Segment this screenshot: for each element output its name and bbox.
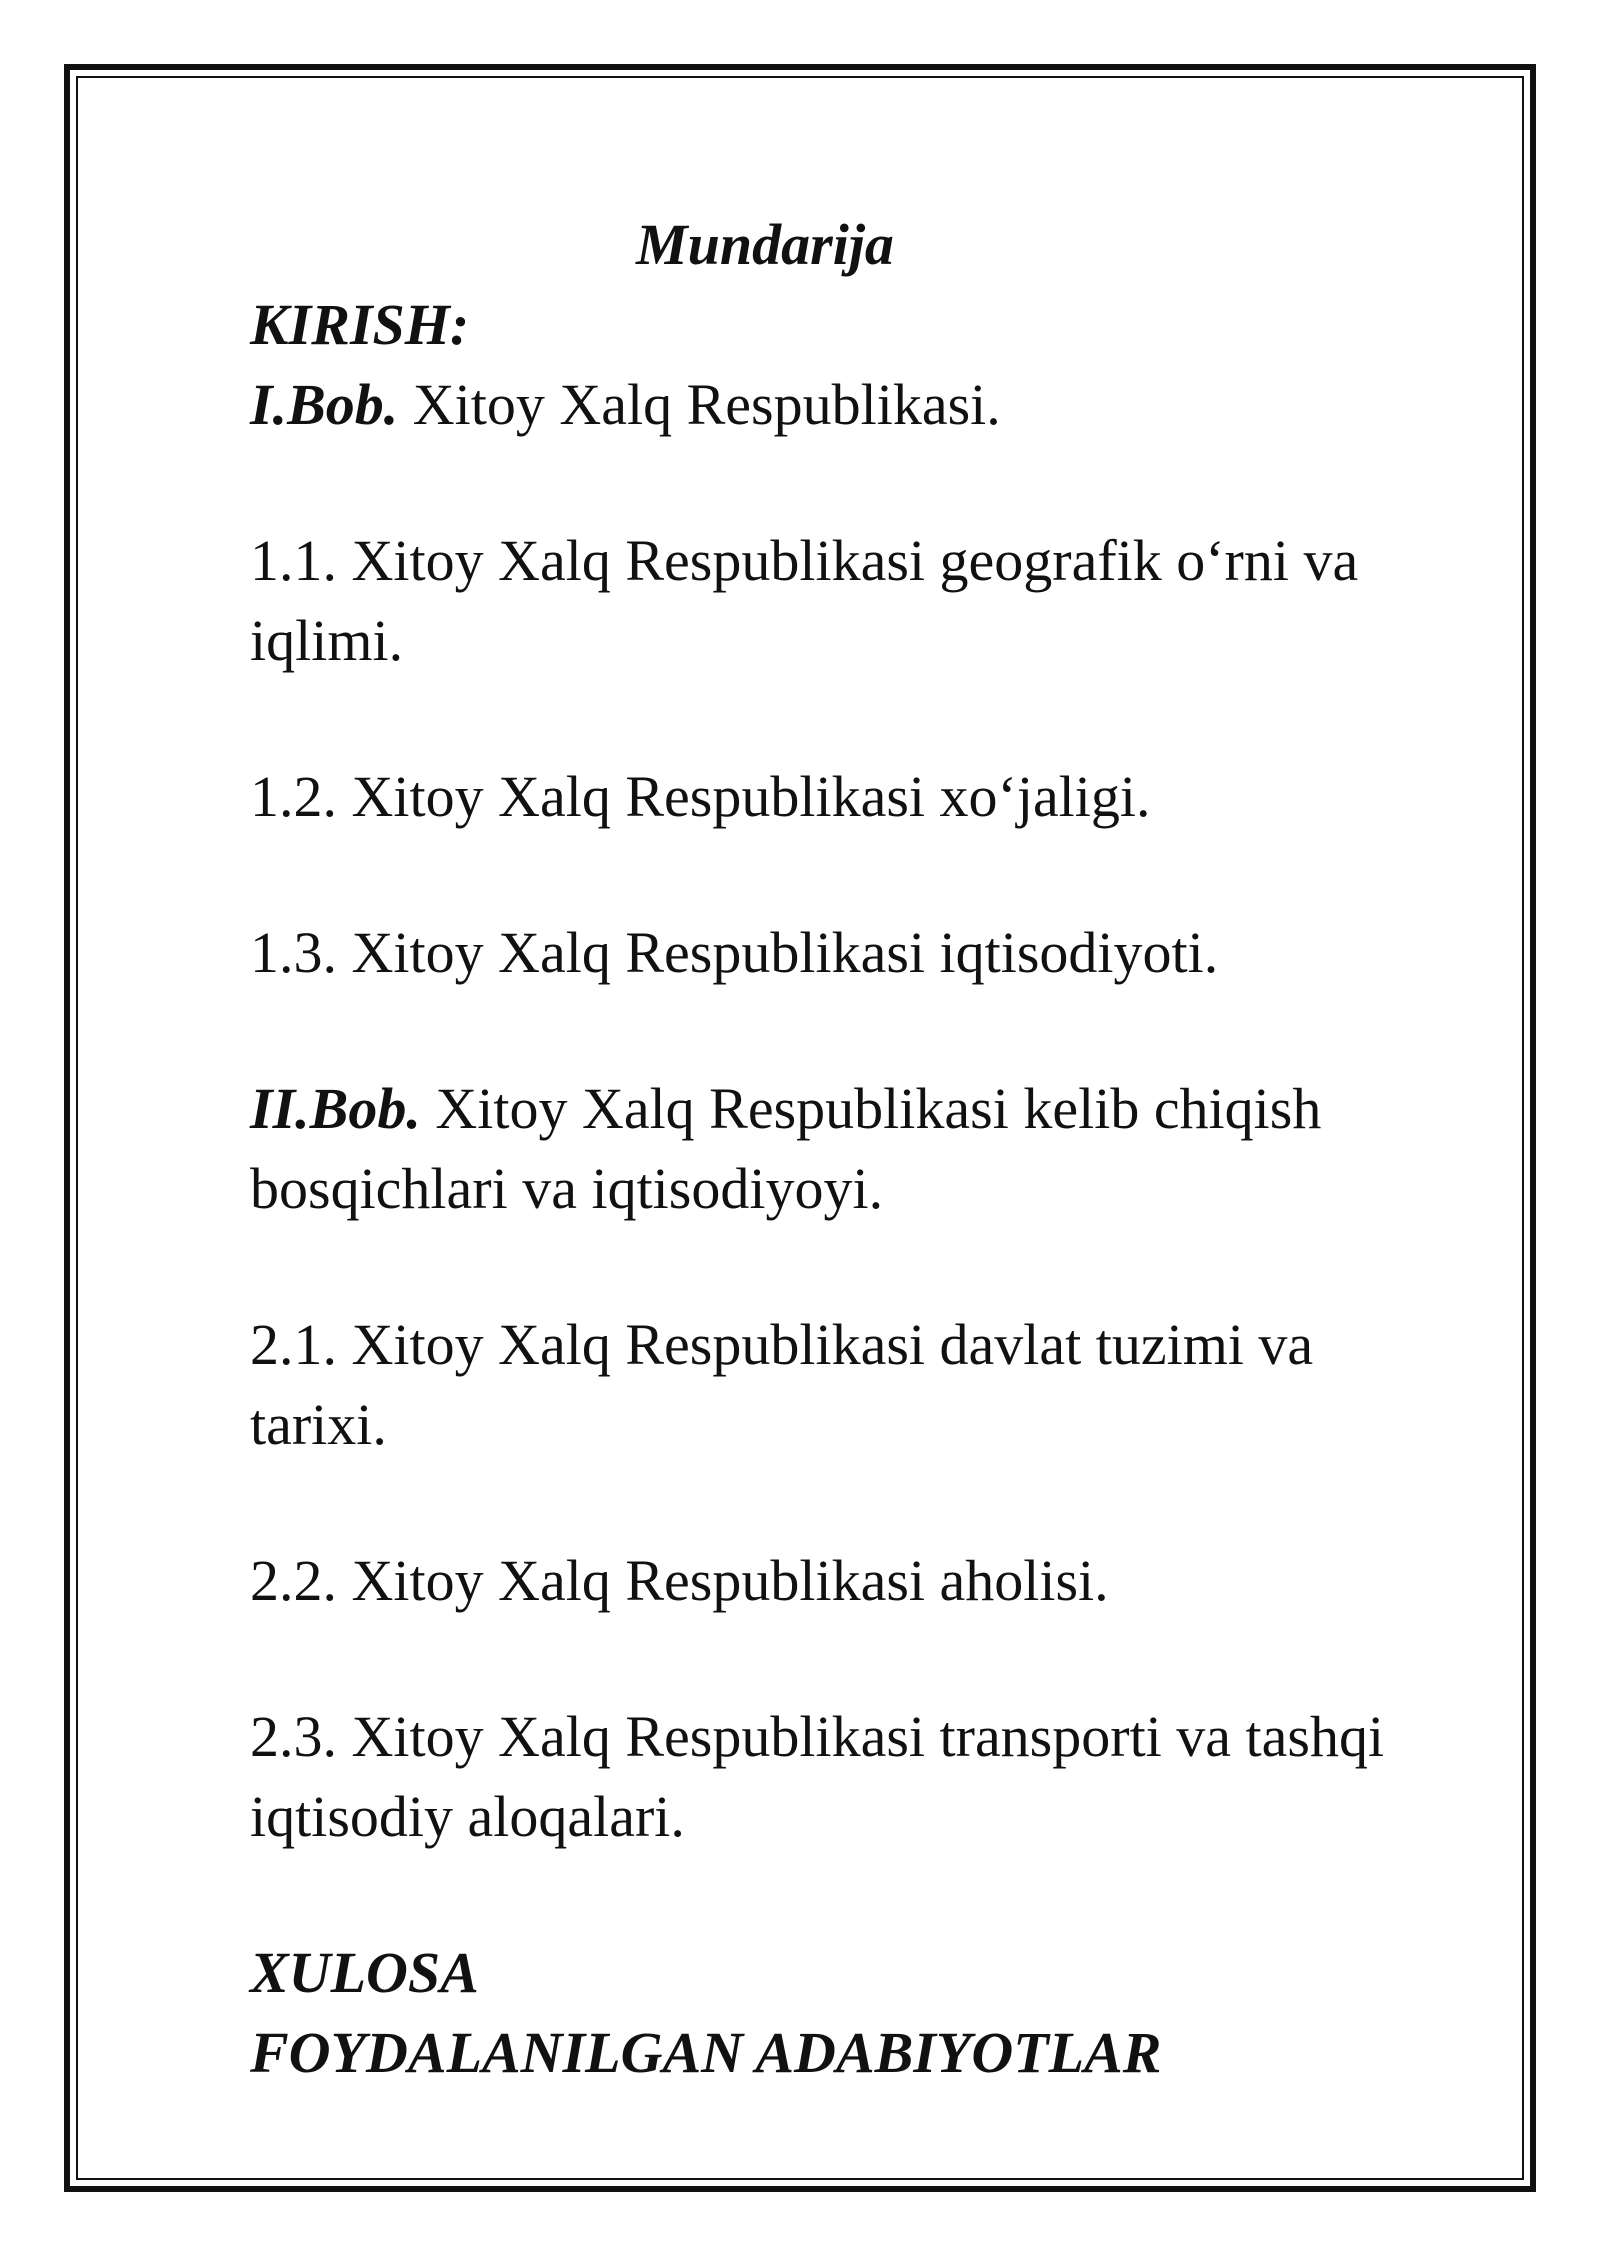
toc-item-2-2: 2.2. Xitoy Xalq Respublikasi aholisi.: [250, 1548, 1109, 1613]
toc-references: FOYDALANILGAN ADABIYOTLAR: [250, 2020, 1162, 2085]
toc-item-2-3: 2.3. Xitoy Xalq Respublikasi transporti va tashqi iqtisodiy aloqalari.: [250, 1704, 1385, 1849]
toc-item-1-3: 1.3. Xitoy Xalq Respublikasi iqtisodiyoti.: [250, 920, 1219, 985]
chapter-1-text: Xitoy Xalq Respublikasi.: [398, 372, 1001, 437]
spacer: [250, 1621, 1430, 1697]
spacer: [250, 1229, 1430, 1305]
toc-chapter-2: [250, 1069, 1430, 1229]
spacer: [250, 1857, 1430, 1933]
toc-item-2-1: 2.1. Xitoy Xalq Respublikasi davlat tuzimi va tarixi.: [250, 1312, 1314, 1457]
spacer: [250, 1465, 1430, 1541]
chapter-2-text: Xitoy Xalq Respublikasi kelib chiqish bosqichlari va iqtisodiyoyi.: [250, 1076, 1322, 1221]
toc-intro: KIRISH:: [250, 292, 470, 357]
spacer: [250, 681, 1430, 757]
toc-conclusion: XULOSA: [250, 1940, 479, 2005]
chapter-1-label: I.Bob.: [250, 372, 399, 437]
toc-title: Mundarija: [636, 212, 894, 277]
toc-chapter-1: [250, 365, 1430, 445]
spacer: [250, 993, 1430, 1069]
spacer: [250, 445, 1430, 521]
toc-item-1-1: 1.1. Xitoy Xalq Respublikasi geografik o‘rni va iqlimi.: [250, 528, 1359, 673]
toc-item-1-2: 1.2. Xitoy Xalq Respublikasi xo‘jaligi.: [250, 764, 1151, 829]
spacer: [250, 837, 1430, 913]
chapter-2-label: II.Bob.: [250, 1076, 421, 1141]
table-of-contents: [250, 205, 1430, 2093]
